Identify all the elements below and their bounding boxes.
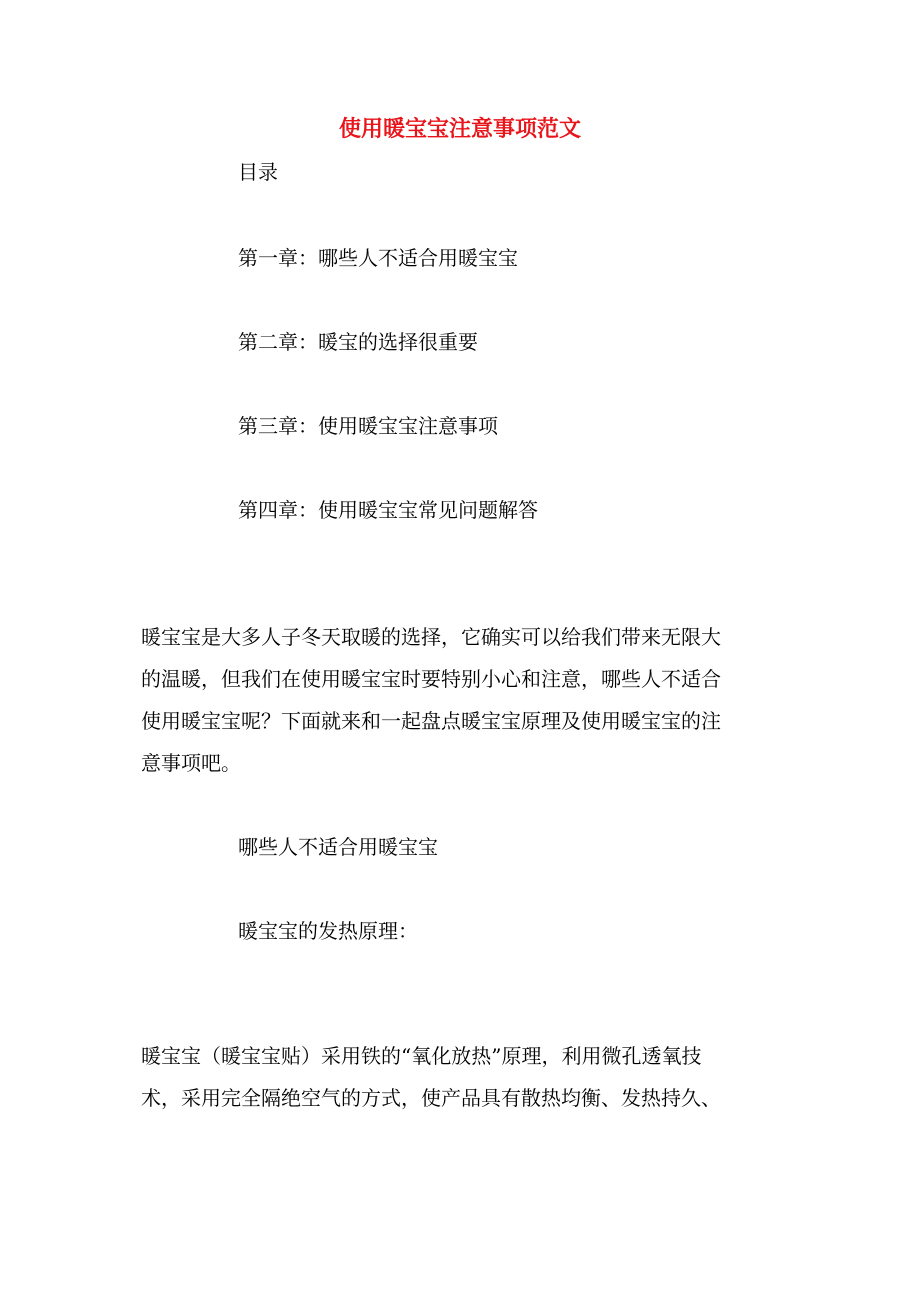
toc-item-2: 第二章：暖宝的选择很重要 — [238, 330, 478, 354]
intro-line-4: 意事项吧。 — [141, 751, 241, 775]
toc-item-4: 第四章：使用暖宝宝常见问题解答 — [238, 498, 538, 522]
intro-line-3: 使用暖宝宝呢？下面就来和一起盘点暖宝宝原理及使用暖宝宝的注 — [141, 709, 721, 733]
subsection-heading: 暖宝宝的发热原理： — [238, 919, 418, 943]
section-heading: 哪些人不适合用暖宝宝 — [238, 835, 438, 859]
intro-line-2: 的温暖，但我们在使用暖宝宝时要特别小心和注意，哪些人不适合 — [141, 667, 721, 691]
intro-paragraph — [141, 616, 781, 784]
toc-item-1: 第一章：哪些人不适合用暖宝宝 — [238, 246, 518, 270]
toc-item-3: 第三章：使用暖宝宝注意事项 — [238, 414, 498, 438]
body-line-1: 暖宝宝（暖宝宝贴）采用铁的“氧化放热”原理，利用微孔透氧技 — [141, 1044, 702, 1068]
toc-heading: 目录 — [238, 160, 278, 184]
document-title: 使用暖宝宝注意事项范文 — [338, 116, 581, 142]
intro-line-1: 暖宝宝是大多人子冬天取暖的选择，它确实可以给我们带来无限大 — [141, 625, 721, 649]
body-paragraph — [141, 1035, 781, 1119]
body-line-2: 术，采用完全隔绝空气的方式，使产品具有散热均衡、发热持久、 — [141, 1086, 721, 1110]
